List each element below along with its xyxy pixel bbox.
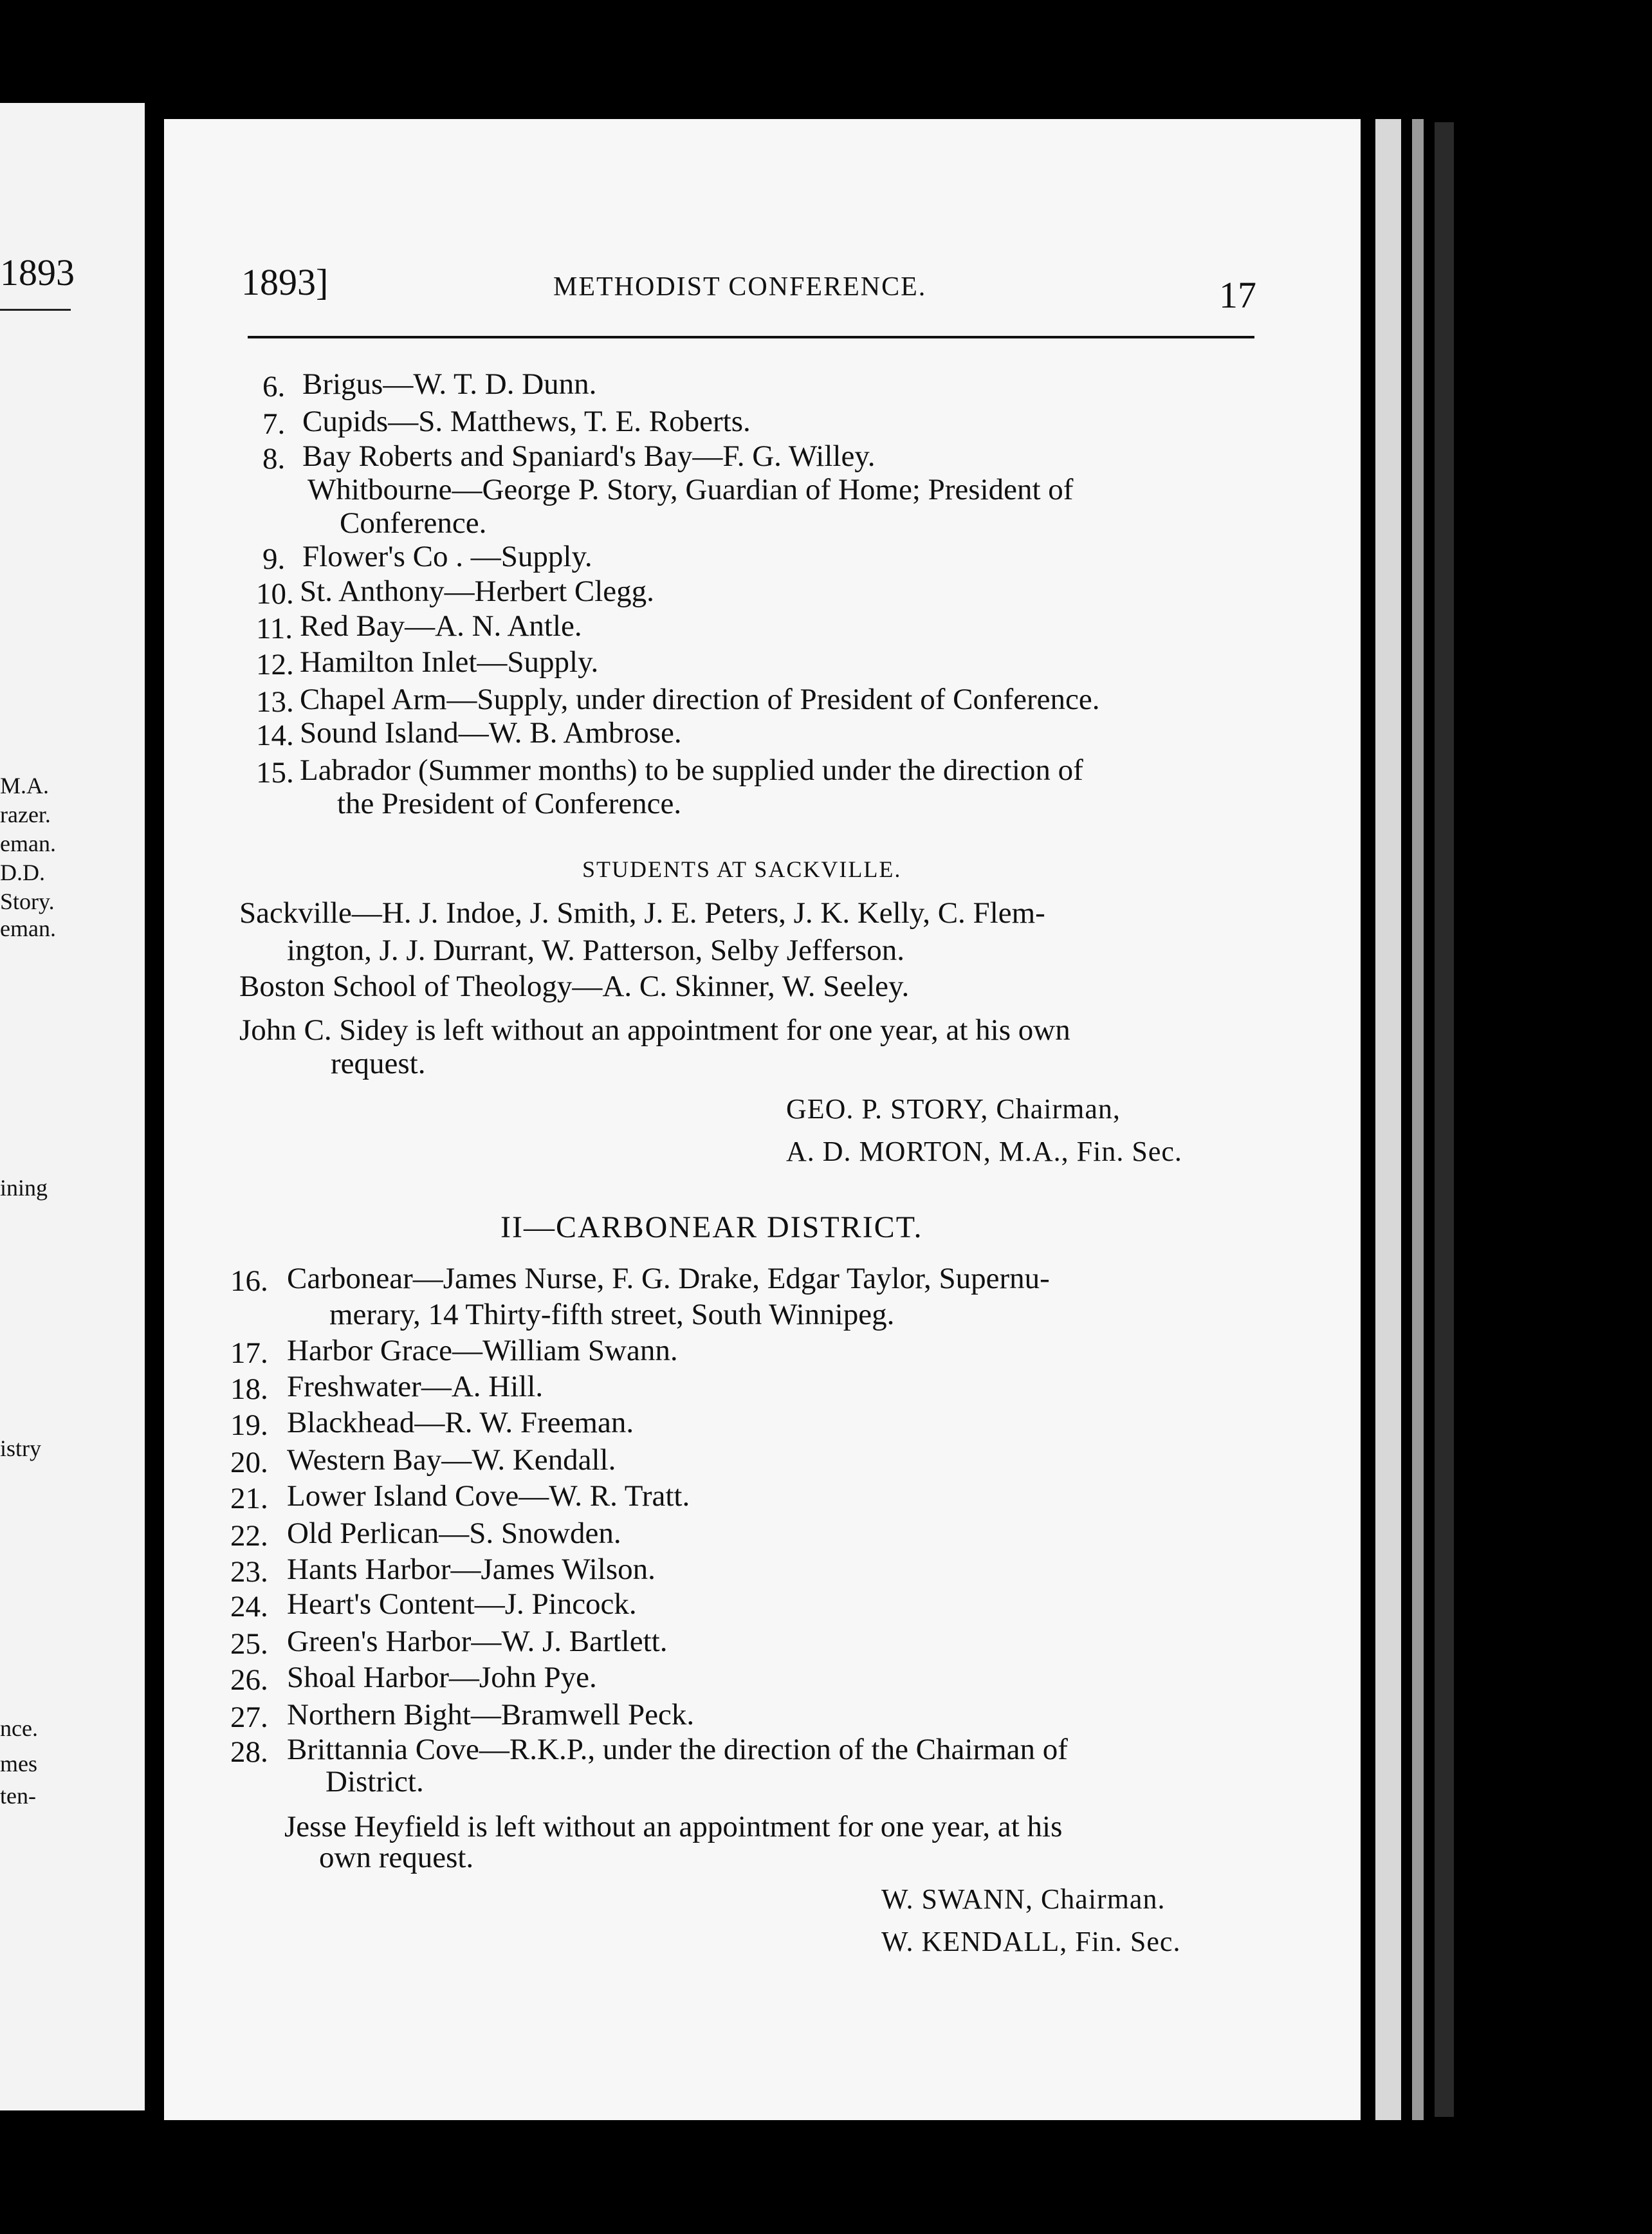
facing-fragment-line: D.D.: [0, 860, 45, 885]
facing-fragment-line: nce.: [0, 1715, 38, 1741]
list-item-number: 14.: [256, 719, 294, 752]
running-head-year: 1893]: [241, 261, 329, 303]
list-item-text: Blackhead—R. W. Freeman.: [287, 1406, 634, 1439]
page-edge: [1412, 119, 1424, 2120]
list-item-text: Cupids—S. Matthews, T. E. Roberts.: [302, 405, 751, 438]
facing-fragment-line: istry: [0, 1435, 42, 1461]
signature-chairman: W. SWANN, Chairman.: [881, 1883, 1166, 1915]
header-rule: [248, 336, 1254, 338]
facing-page-year: 1893: [0, 252, 75, 293]
list-item-text: Western Bay—W. Kendall.: [287, 1443, 616, 1477]
facing-fragment-line: M.A.: [0, 773, 50, 799]
list-item-text: the President of Conference.: [337, 787, 682, 820]
facing-fragment-line: mes: [0, 1751, 37, 1777]
list-item-text: Lower Island Cove—W. R. Tratt.: [287, 1479, 690, 1513]
list-item-text: Bay Roberts and Spaniard's Bay—F. G. Willey.: [302, 439, 876, 473]
students-line: request.: [331, 1047, 426, 1080]
list-item-number: 25.: [230, 1627, 268, 1661]
facing-page-fragment: [0, 103, 145, 2110]
facing-fragment-line: ining: [0, 1175, 48, 1201]
list-item-text: Sound Island—W. B. Ambrose.: [300, 716, 682, 750]
facing-page-rule: [0, 309, 71, 311]
section-heading-students: STUDENTS AT SACKVILLE.: [582, 856, 902, 882]
list-item-number: 18.: [230, 1372, 268, 1406]
list-item-text: Northern Bight—Bramwell Peck.: [287, 1698, 695, 1731]
list-item-number: 17.: [230, 1336, 268, 1370]
list-item-text: Whitbourne—George P. Story, Guardian of Home; President of: [307, 473, 1074, 506]
list-item-text: Chapel Arm—Supply, under direction of President of Conference.: [300, 683, 1100, 716]
list-item-text: merary, 14 Thirty-fifth street, South Winnipeg.: [329, 1298, 895, 1331]
list-item-number: 19.: [230, 1408, 268, 1442]
list-item-text: Hamilton Inlet—Supply.: [300, 645, 599, 679]
list-item-text: St. Anthony—Herbert Clegg.: [300, 575, 654, 608]
list-item-text: Red Bay—A. N. Antle.: [300, 609, 582, 643]
list-item-number: 28.: [230, 1735, 268, 1769]
list-item-number: 21.: [230, 1482, 268, 1515]
list-item-number: 27.: [230, 1701, 268, 1734]
students-line: Sackville—H. J. Indoe, J. Smith, J. E. Peters, J. K. Kelly, C. Flem-: [239, 896, 1045, 930]
note-line: Jesse Heyfield is left without an appointment for one year, at his: [284, 1810, 1063, 1843]
facing-fragment-line: eman.: [0, 831, 56, 856]
list-item-text: Freshwater—A. Hill.: [287, 1370, 544, 1403]
list-item-number: 9.: [262, 542, 286, 576]
list-item-number: 8.: [262, 442, 286, 475]
list-item-text: Brigus—W. T. D. Dunn.: [302, 367, 597, 401]
list-item-number: 20.: [230, 1446, 268, 1479]
list-item-text: Brittannia Cove—R.K.P., under the direction of the Chairman of: [287, 1733, 1068, 1766]
facing-fragment-line: Story.: [0, 889, 55, 914]
list-item-text: Hants Harbor—James Wilson.: [287, 1553, 656, 1586]
facing-fragment-line: eman.: [0, 916, 56, 941]
running-head-title: METHODIST CONFERENCE.: [553, 272, 927, 302]
list-item-number: 11.: [256, 612, 293, 645]
list-item-number: 12.: [256, 648, 294, 681]
list-item-text: Flower's Co . —Supply.: [302, 540, 592, 573]
note-line: own request.: [319, 1841, 474, 1874]
list-item-text: Green's Harbor—W. J. Bartlett.: [287, 1625, 668, 1658]
signature-fin-sec: W. KENDALL, Fin. Sec.: [881, 1926, 1181, 1957]
list-item-number: 22.: [230, 1519, 268, 1553]
signature-fin-sec: A. D. MORTON, M.A., Fin. Sec.: [786, 1136, 1182, 1167]
list-item-number: 23.: [230, 1555, 268, 1589]
list-item-number: 13.: [256, 685, 294, 719]
list-item-text: Heart's Content—J. Pincock.: [287, 1587, 637, 1621]
page-number: 17: [1219, 274, 1256, 316]
list-item-number: 10.: [256, 577, 294, 611]
binding-shadow: [1435, 122, 1454, 2117]
students-line: John C. Sidey is left without an appointment for one year, at his own: [239, 1013, 1070, 1047]
list-item-text: Carbonear—James Nurse, F. G. Drake, Edgar Taylor, Supernu-: [287, 1262, 1050, 1295]
list-item-text: Shoal Harbor—John Pye.: [287, 1661, 597, 1694]
district-heading: II—CARBONEAR DISTRICT.: [500, 1210, 923, 1244]
students-line: Boston School of Theology—A. C. Skinner, W. Seeley.: [239, 970, 910, 1003]
list-item-number: 7.: [262, 407, 286, 441]
page-edge: [1375, 119, 1401, 2120]
list-item-number: 15.: [256, 756, 294, 789]
signature-chairman: GEO. P. STORY, Chairman,: [786, 1093, 1121, 1125]
list-item-number: 16.: [230, 1264, 268, 1298]
students-line: ington, J. J. Durrant, W. Patterson, Selby Jefferson.: [287, 934, 904, 967]
list-item-number: 6.: [262, 370, 286, 403]
list-item-text: Harbor Grace—William Swann.: [287, 1334, 678, 1367]
list-item-text: Old Perlican—S. Snowden.: [287, 1517, 621, 1550]
list-item-text: Conference.: [340, 506, 487, 540]
list-item-number: 24.: [230, 1590, 268, 1623]
list-item-text: District.: [326, 1765, 424, 1798]
facing-fragment-line: razer.: [0, 802, 51, 827]
list-item-number: 26.: [230, 1663, 268, 1697]
list-item-text: Labrador (Summer months) to be supplied under the direction of: [300, 753, 1083, 787]
facing-fragment-line: ten-: [0, 1783, 36, 1809]
